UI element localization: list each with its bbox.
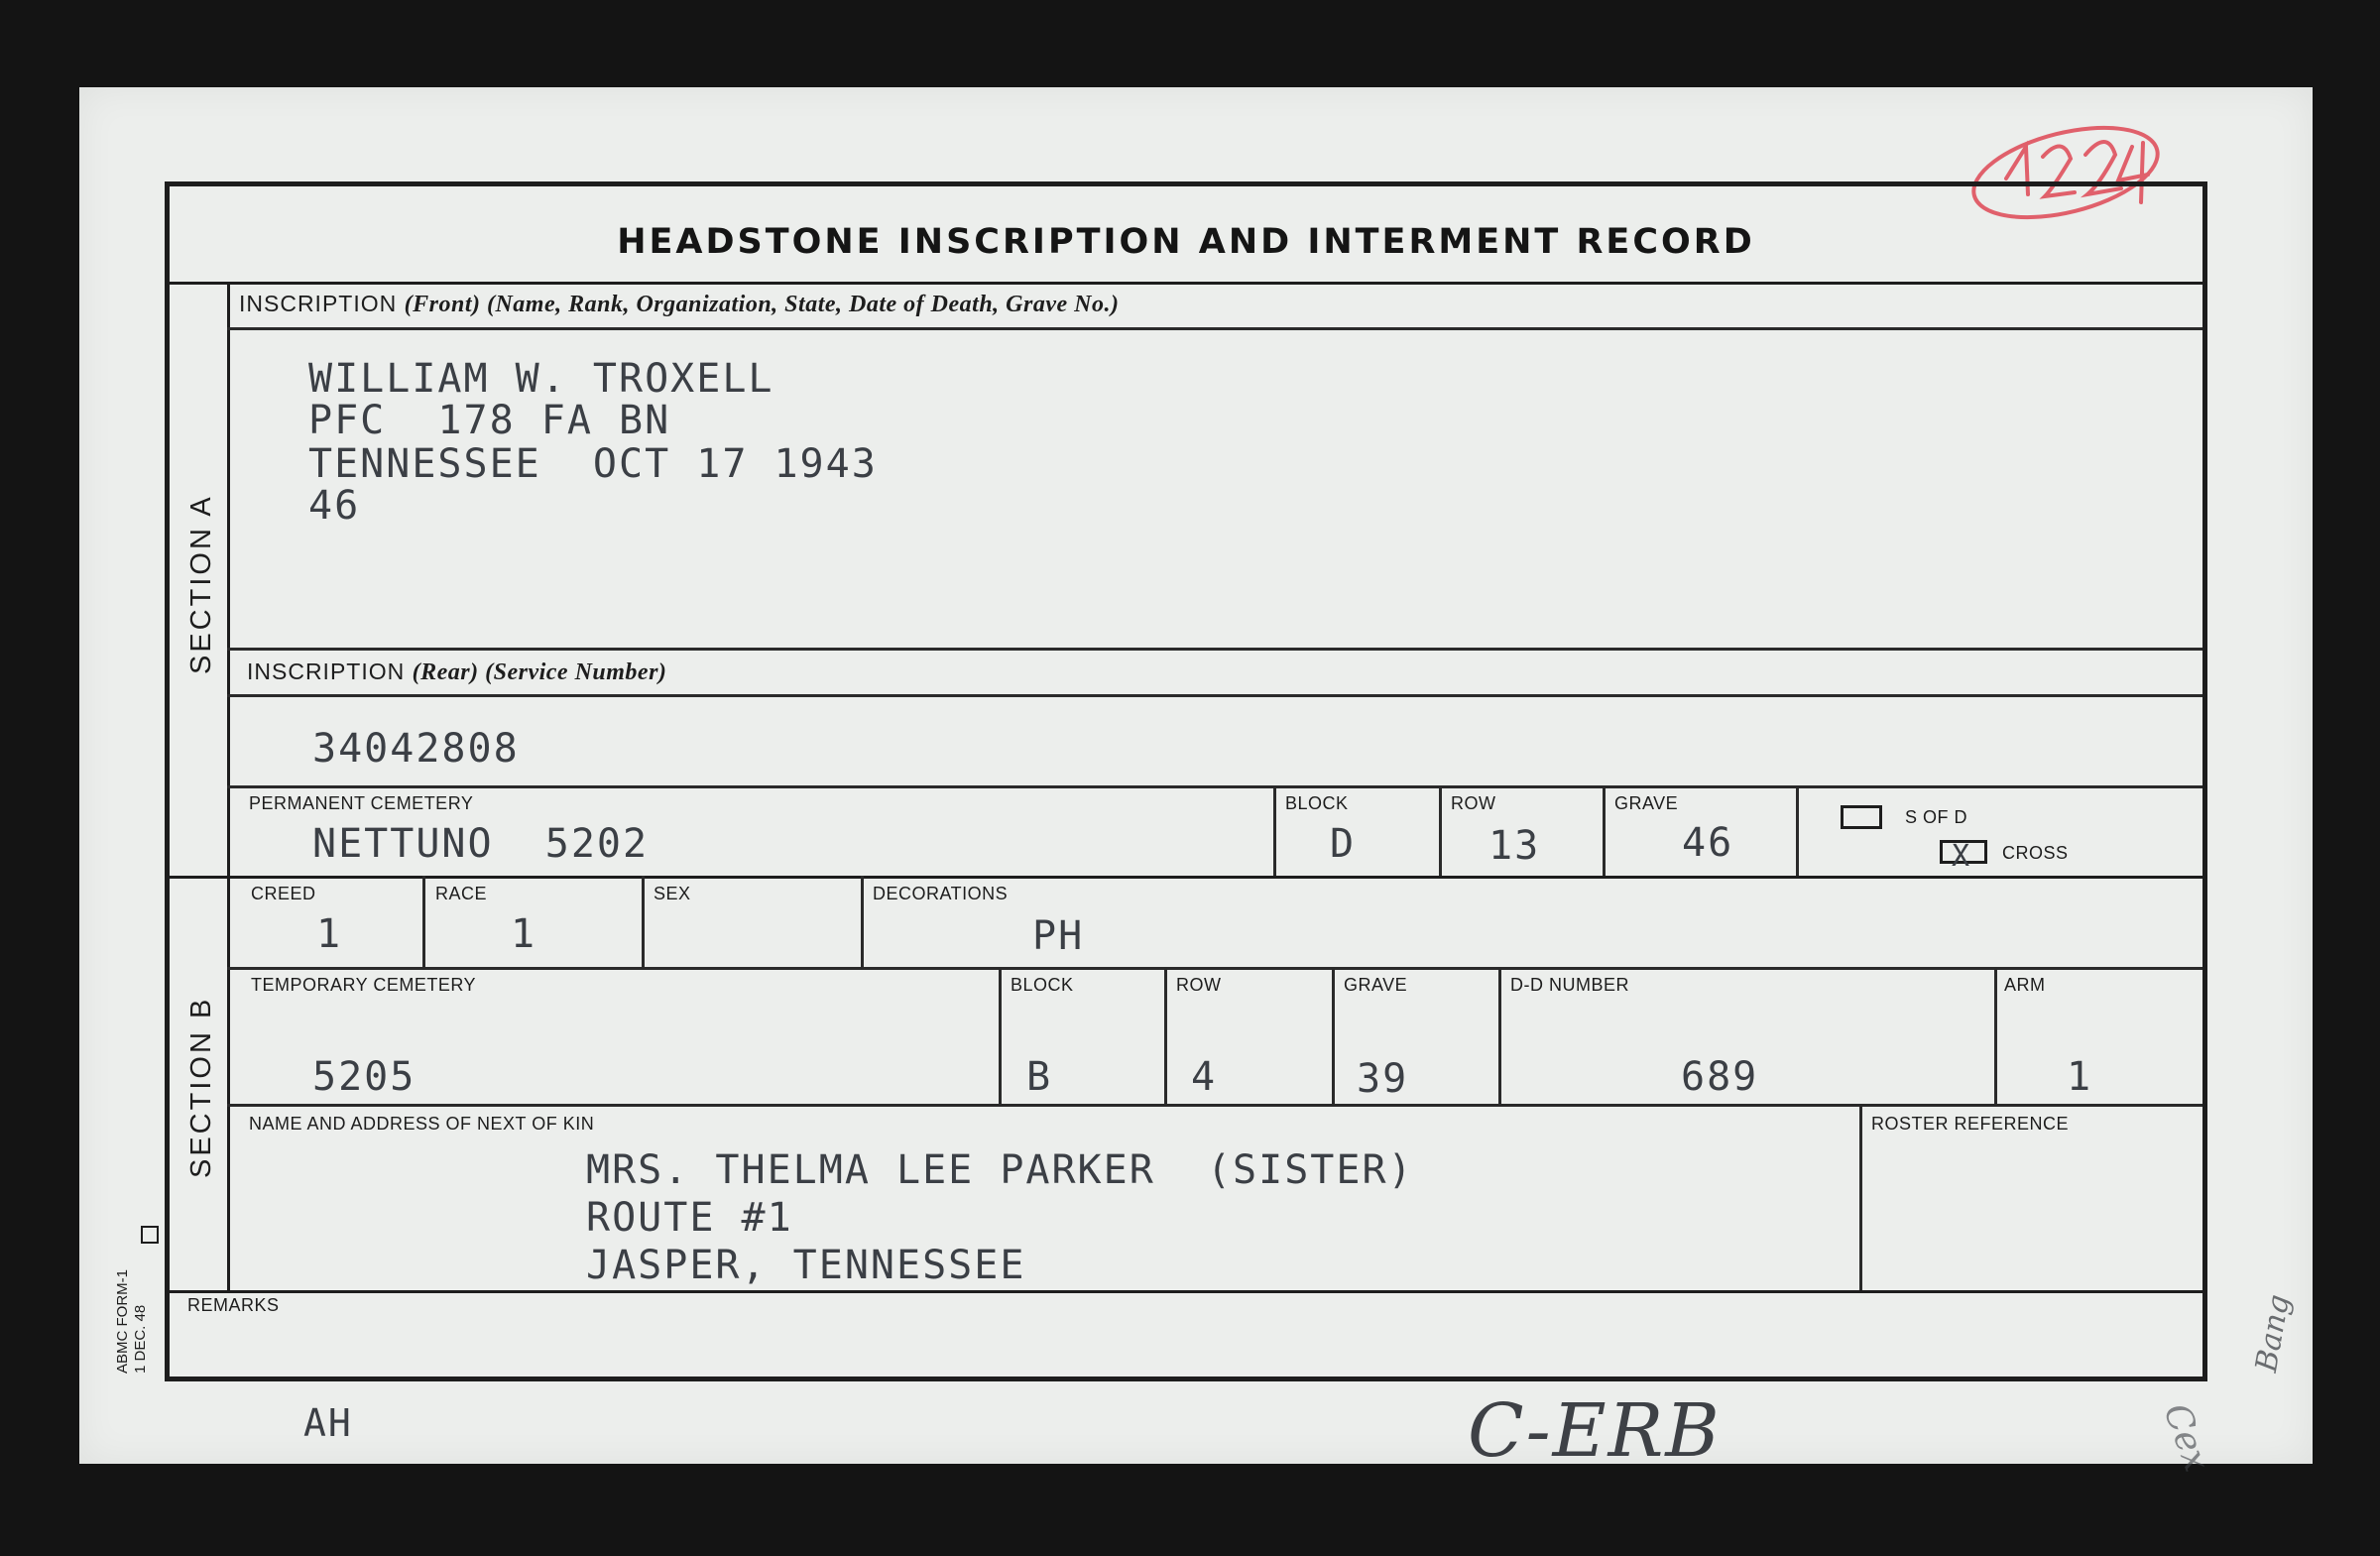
temporary-cemetery-label: TEMPORARY CEMETERY <box>251 975 477 995</box>
race-value: 1 <box>511 911 537 957</box>
permanent-grave-label: GRAVE <box>1614 793 1679 813</box>
arm-label: ARM <box>2004 975 2046 995</box>
inscription-front-line-1: WILLIAM W. TROXELL <box>308 356 774 402</box>
annotation-cerb: C-ERB <box>1468 1388 1722 1474</box>
sex-label: SEX <box>654 884 691 903</box>
permanent-grave-value: 46 <box>1682 820 1734 866</box>
cross-label: CROSS <box>2002 843 2069 863</box>
temporary-grave-value: 39 <box>1357 1056 1409 1102</box>
section-b-label: SECTION B <box>185 996 217 1178</box>
annotation-corner: Cex <box>2155 1398 2217 1478</box>
inscription-front-label: INSCRIPTION (Front) (Name, Rank, Organization, State, Date of Death, Grave No.) <box>239 291 1120 317</box>
s-of-d-label: S OF D <box>1905 807 1968 827</box>
form-id-checkbox[interactable] <box>141 1226 159 1244</box>
temporary-row-label: ROW <box>1176 975 1222 995</box>
next-of-kin-line-2: ROUTE #1 <box>586 1195 793 1241</box>
dd-number-value: 689 <box>1681 1054 1759 1100</box>
inscription-rear-qualifier: (Rear) (Service Number) <box>412 659 667 685</box>
temporary-row-value: 4 <box>1191 1054 1218 1100</box>
inscription-rear-label: INSCRIPTION (Rear) (Service Number) <box>247 658 667 685</box>
form-title: HEADSTONE INSCRIPTION AND INTERMENT RECORD <box>617 222 1755 262</box>
inscription-front-line-3: TENNESSEE OCT 17 1943 <box>308 441 878 487</box>
decorations-value: PH <box>1032 913 1085 959</box>
temporary-block-value: B <box>1026 1054 1053 1100</box>
section-a-label: SECTION A <box>185 494 217 674</box>
s-of-d-checkbox[interactable] <box>1841 805 1882 829</box>
cross-check-mark: X <box>1952 839 1972 874</box>
creed-label: CREED <box>251 884 316 903</box>
permanent-row-value: 13 <box>1488 823 1541 869</box>
inscription-front-line-4: 46 <box>308 483 361 529</box>
permanent-block-value: D <box>1330 821 1357 867</box>
remarks-label: REMARKS <box>187 1295 280 1315</box>
temporary-grave-label: GRAVE <box>1344 975 1408 995</box>
next-of-kin-line-3: JASPER, TENNESSEE <box>586 1243 1026 1288</box>
annotation-right-margin: Bang <box>2249 1291 2298 1376</box>
decorations-label: DECORATIONS <box>873 884 1009 903</box>
form-id: ABMC FORM-1 1 DEC. 48 <box>114 1269 149 1374</box>
inscription-front-qualifier: (Front) (Name, Rank, Organization, State, Date of Death, Grave No.) <box>404 292 1120 317</box>
next-of-kin-label: NAME AND ADDRESS OF NEXT OF KIN <box>249 1114 595 1134</box>
inscription-front-line-2: PFC 178 FA BN <box>308 398 671 443</box>
service-number: 34042808 <box>312 726 520 772</box>
permanent-cemetery-label: PERMANENT CEMETERY <box>249 793 474 813</box>
annotation-ah: AH <box>303 1401 353 1445</box>
arm-value: 1 <box>2067 1054 2093 1100</box>
temporary-block-label: BLOCK <box>1011 975 1074 995</box>
temporary-cemetery-value: 5205 <box>312 1054 416 1100</box>
next-of-kin-line-1: MRS. THELMA LEE PARKER (SISTER) <box>586 1147 1414 1193</box>
roster-reference-label: ROSTER REFERENCE <box>1871 1114 2070 1134</box>
permanent-cemetery-value: NETTUNO 5202 <box>312 821 650 867</box>
dd-number-label: D-D NUMBER <box>1510 975 1629 995</box>
permanent-block-label: BLOCK <box>1285 793 1349 813</box>
race-label: RACE <box>435 884 488 903</box>
headstone-form <box>165 181 2207 1381</box>
permanent-row-label: ROW <box>1451 793 1496 813</box>
creed-value: 1 <box>316 911 343 957</box>
